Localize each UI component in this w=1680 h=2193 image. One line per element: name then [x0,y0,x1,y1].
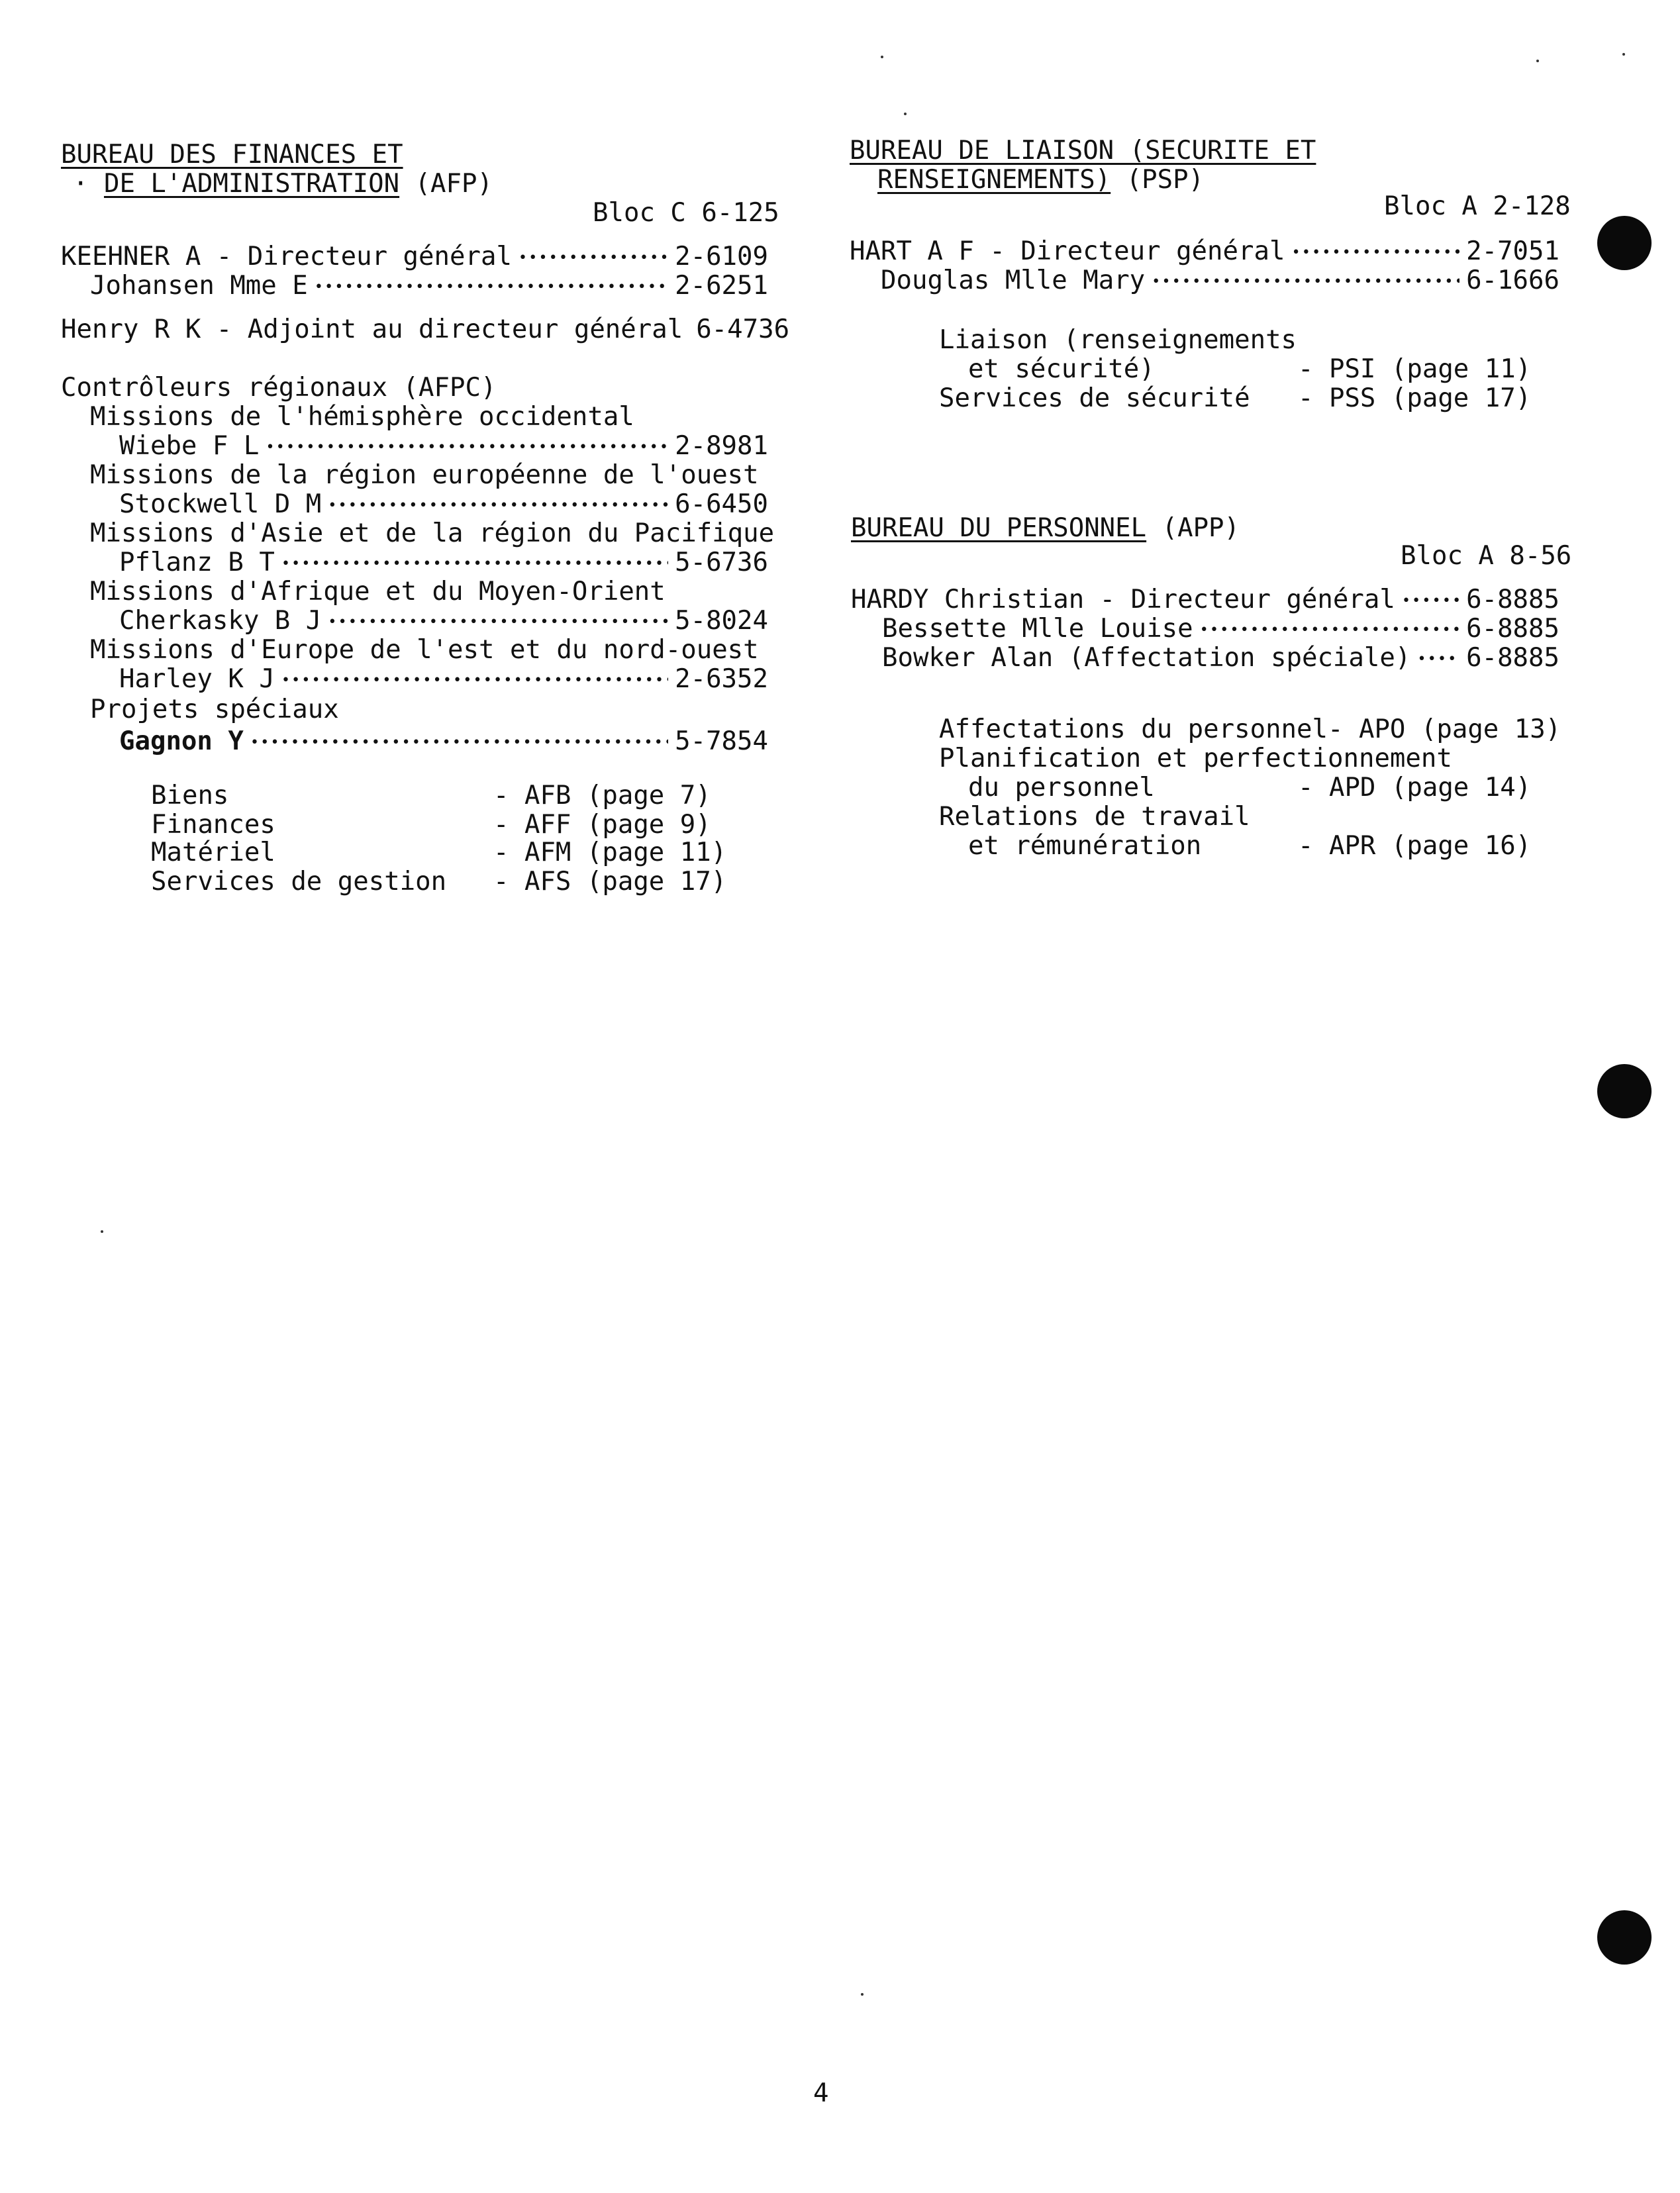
left-xref-ref: - AFS (page 17) [493,867,727,897]
liaison-xref1-line1: Liaison (renseignements [939,325,1297,355]
liaison-title-line2: RENSEIGNEMENTS) (PSP) [877,165,1205,195]
personnel-director-row: HARDY Christian - Directeur général ••••• 6-8885 [851,585,1559,616]
mission-region: Missions de la région européenne de l'ouest [90,460,759,490]
mission-region: Projets spéciaux [90,695,339,724]
liaison-title-line1: BUREAU DE LIAISON (SECURITE ET [850,136,1316,166]
left-deputy-row: Henry R K - Adjoint au directeur général 6-4736 [61,315,790,344]
mission-region: Missions de l'hémisphère occidental [90,402,634,432]
punch-hole-top [1597,216,1652,270]
liaison-director-row: HART A F - Directeur général ••••• 2-7051 [850,237,1559,268]
mission-contact-row: Wiebe F L ••••• 2-8981 [119,432,768,462]
personnel-xref2-ref: - APD (page 14) [1298,773,1532,803]
liaison-xref2-ref: - PSS (page 17) [1298,383,1532,413]
mission-contact-row: Harley K J ••••• 2-6352 [119,665,768,695]
scan-speck [861,1993,864,1996]
personnel-xref1: Affectations du personnel- APO (page 13) [939,714,1561,744]
left-title-line2: · DE L'ADMINISTRATION (AFP) [73,169,493,199]
left-title-line1: BUREAU DES FINANCES ET [61,140,403,170]
scan-speck [101,1230,103,1233]
personnel-xref2-line2: du personnel [968,773,1155,803]
liaison-xref1-ref: - PSI (page 11) [1298,354,1532,384]
scan-speck [881,56,883,58]
personnel-staff-row: Bessette Mlle Louise ••••• 6-8885 [882,614,1559,645]
left-xref-label: Biens [151,781,229,810]
left-xref-ref: - AFF (page 9) [493,810,711,840]
liaison-xref1-line2: et sécurité) [968,354,1155,384]
left-xref-ref: - AFM (page 11) [493,838,727,867]
left-secretary-row: Johansen Mme E ••••• 2-6251 [90,271,768,302]
left-xref-label: Finances [151,810,275,840]
page-number: 4 [813,2078,829,2108]
punch-hole-middle [1597,1064,1652,1118]
mission-contact-row: Pflanz B T ••••• 5-6736 [119,548,768,579]
personnel-title: BUREAU DU PERSONNEL (APP) [851,513,1240,543]
left-xref-label: Services de gestion [151,867,447,897]
left-location: Bloc C 6-125 [593,198,779,228]
personnel-xref3-ref: - APR (page 16) [1298,831,1532,861]
mission-region: Missions d'Asie et de la région du Pacifique [90,518,775,548]
personnel-staff-row: Bowker Alan (Affectation spéciale) ••••• 6-8885 [882,644,1559,674]
left-xref-label: Matériel [151,838,275,867]
personnel-xref3-line1: Relations de travail [939,802,1250,832]
scan-speck [1622,53,1625,56]
mission-region: Missions d'Afrique et du Moyen-Orient [90,577,666,607]
liaison-xref2-label: Services de sécurité [939,383,1250,413]
scan-speck [904,113,907,115]
personnel-xref2-line1: Planification et perfectionnement [939,744,1452,773]
personnel-location: Bloc A 8-56 [1401,541,1572,571]
left-director-row: KEEHNER A - Directeur général ••••• 2-6109 [61,242,768,273]
mission-contact-row: Stockwell D M ••••• 6-6450 [119,490,768,520]
liaison-location: Bloc A 2-128 [1384,191,1571,221]
personnel-xref3-line2: et rémunération [968,831,1202,861]
mission-contact-row: Gagnon Y ••••• 5-7854 [119,727,768,757]
mission-region: Missions d'Europe de l'est et du nord-ouest [90,635,759,665]
mission-contact-row: Cherkasky B J ••••• 5-8024 [119,607,768,637]
controllers-heading: Contrôleurs régionaux (AFPC) [61,373,497,403]
scan-speck [1536,60,1539,62]
punch-hole-bottom [1597,1910,1652,1965]
left-xref-ref: - AFB (page 7) [493,781,711,810]
liaison-secretary-row: Douglas Mlle Mary ••••• 6-1666 [881,266,1559,297]
